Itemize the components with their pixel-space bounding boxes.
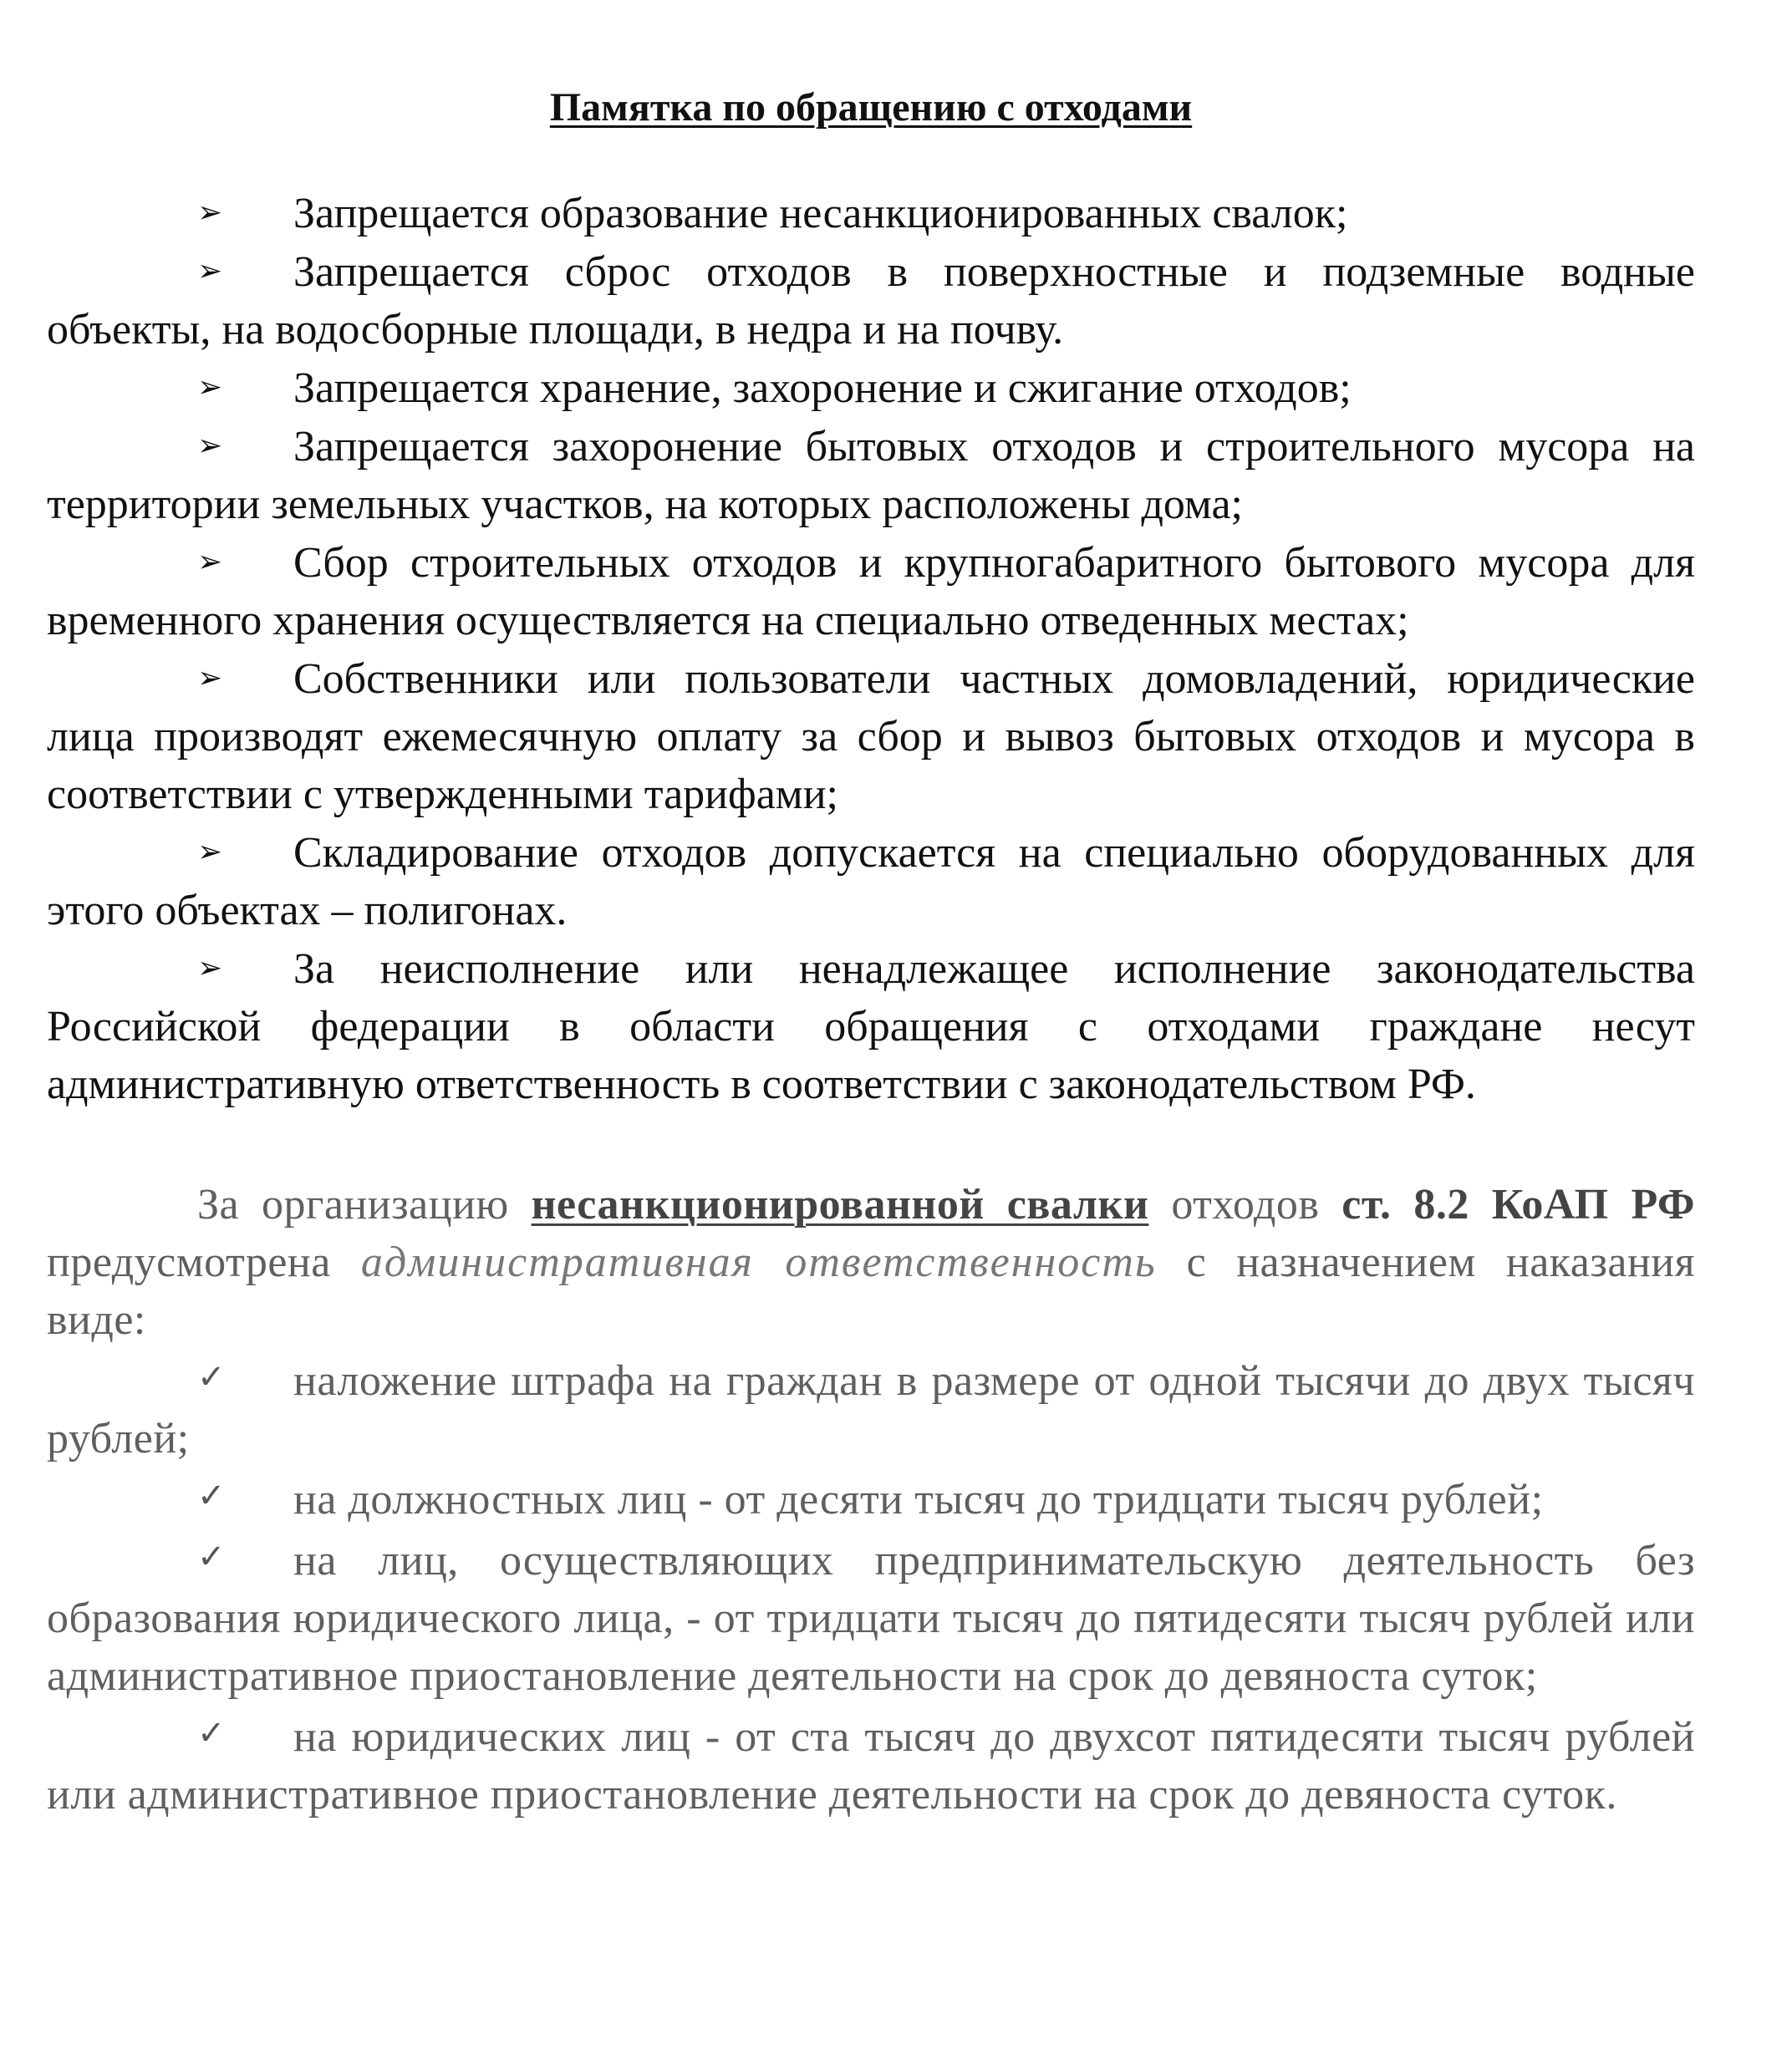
intro-italic: административная ответственность bbox=[360, 1238, 1157, 1286]
checkmark-icon: ✓ bbox=[197, 1537, 227, 1576]
list-item-text: Собственники или пользователи частных домовладений, юридические лица производят ежемесячную оплату за сбор и вывоз бытовых отходов и мусора в соответствии с утвержденными тарифами; bbox=[47, 654, 1695, 818]
intro-middle: отходов bbox=[1171, 1180, 1320, 1228]
arrow-bullet-icon: ➢ bbox=[197, 544, 223, 579]
list-item-text: на должностных лиц - от десяти тысяч до тридцати тысяч рублей; bbox=[293, 1475, 1544, 1524]
list-item bbox=[47, 823, 1695, 939]
list-item-text: на юридических лиц - от ста тысяч до двухсот пятидесяти тысяч рублей или административное приостановление деятельности на срок до девяноста суток. bbox=[47, 1712, 1695, 1819]
list-item bbox=[47, 1705, 1695, 1824]
intro-prefix: За организацию bbox=[197, 1180, 509, 1228]
intro-suffix: с назначением наказания виде: bbox=[47, 1238, 1696, 1344]
list-item bbox=[47, 242, 1695, 359]
arrow-bullet-icon: ➢ bbox=[197, 369, 223, 404]
list-item bbox=[47, 359, 1695, 417]
list-item bbox=[47, 1529, 1695, 1705]
arrow-bullet-icon: ➢ bbox=[197, 195, 223, 230]
list-item bbox=[47, 184, 1695, 242]
liability-intro bbox=[47, 1176, 1695, 1349]
list-item bbox=[47, 533, 1695, 649]
list-item bbox=[47, 1349, 1695, 1468]
arrow-bullet-icon: ➢ bbox=[197, 660, 223, 695]
arrow-bullet-icon: ➢ bbox=[197, 253, 223, 288]
list-item-text: Запрещается образование несанкционированных свалок; bbox=[293, 189, 1348, 237]
list-item bbox=[47, 939, 1695, 1113]
list-item-text: Запрещается сброс отходов в поверхностные и подземные водные объекты, на водосборные площади, в недра и на почву. bbox=[47, 247, 1695, 354]
liability-section bbox=[47, 1176, 1695, 1824]
list-item-text: За неисполнение или ненадлежащее исполнение законодательства Российской федерации в области обращения с отходами граждане несут административную ответственность в соответствии с законодательством РФ. bbox=[47, 944, 1695, 1108]
prohibitions-list bbox=[47, 184, 1695, 1113]
checkmark-icon: ✓ bbox=[197, 1476, 227, 1515]
list-item-text: Складирование отходов допускается на специально оборудованных для этого объектах – полигонах. bbox=[47, 828, 1695, 934]
intro-article-reference: ст. 8.2 КоАП РФ bbox=[1341, 1180, 1696, 1228]
list-item bbox=[47, 1468, 1695, 1529]
checkmark-icon: ✓ bbox=[197, 1713, 227, 1752]
arrow-bullet-icon: ➢ bbox=[197, 950, 223, 985]
arrow-bullet-icon: ➢ bbox=[197, 834, 223, 869]
document-title: Памятка по обращению с отходами bbox=[549, 85, 1193, 130]
document-page bbox=[47, 50, 1695, 1824]
list-item-text: Запрещается хранение, захоронение и сжигание отходов; bbox=[293, 364, 1352, 412]
checkmark-icon: ✓ bbox=[197, 1357, 227, 1396]
list-item-text: Запрещается захоронение бытовых отходов и строительного мусора на территории земельных участков, на которых расположены дома; bbox=[47, 422, 1695, 528]
arrow-bullet-icon: ➢ bbox=[197, 428, 223, 463]
list-item-text: на лиц, осуществляющих предпринимательскую деятельность без образования юридического лица, - от тридцати тысяч до пятидесяти тысяч рублей или административное приостановление деятельности на срок до девяноста суток; bbox=[47, 1536, 1695, 1700]
list-item bbox=[47, 649, 1695, 823]
list-item-text: наложение штрафа на граждан в размере от одной тысячи до двух тысяч рублей; bbox=[47, 1356, 1695, 1462]
list-item-text: Сбор строительных отходов и крупногабаритного бытового мусора для временного хранения осуществляется на специально отведенных местах; bbox=[47, 538, 1695, 644]
intro-after-bold: предусмотрена bbox=[47, 1238, 331, 1286]
list-item bbox=[47, 417, 1695, 533]
intro-bold-underlined: несанкционированной свалки bbox=[531, 1180, 1149, 1228]
